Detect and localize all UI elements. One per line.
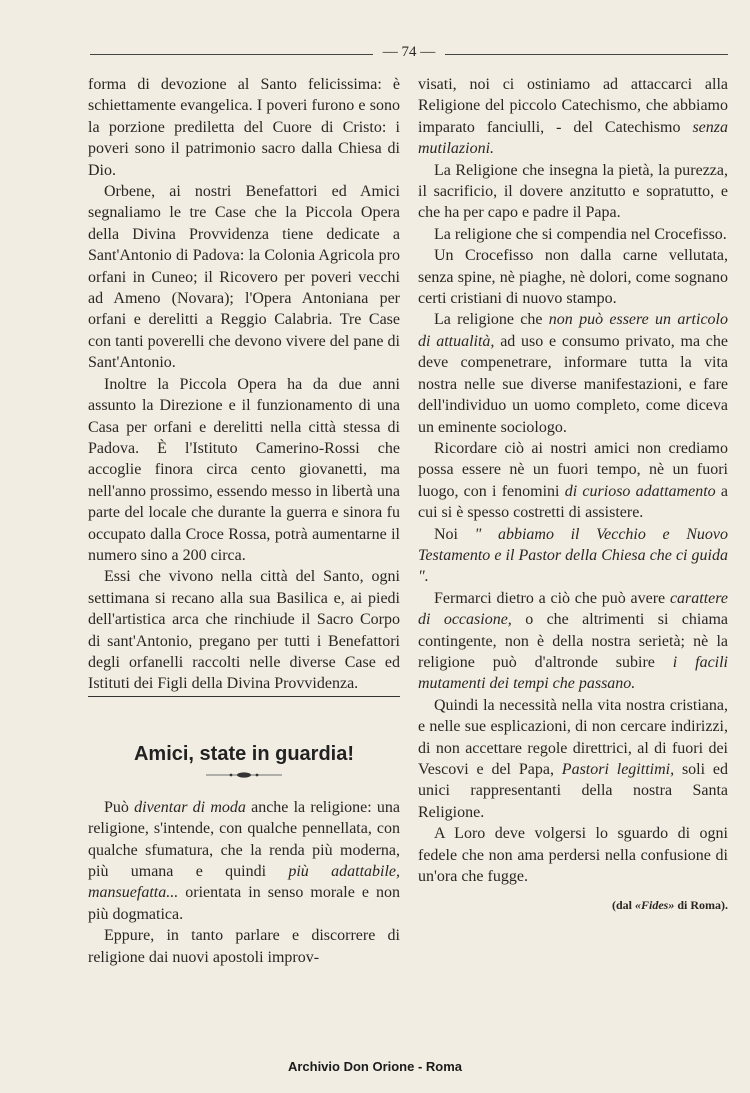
left-column bbox=[88, 74, 400, 968]
paragraph-underlined: Essi che vivono nella città del Santo, ogni settimana si recano alla sua Basilica e, ai piedi dell'artistica arca che rinchiude il Sacro Corpo di sant'Antonio, pregano per tutti i Benefattori degli orfanelli raccolti nelle diverse Case ed Istituti dei Figli della Divina Provvidenza. bbox=[88, 566, 400, 696]
paragraph: Un Crocefisso non dalla carne vellutata, senza spine, nè piaghe, nè dolori, come sognano certi cristiani di nuovo stampo. bbox=[418, 247, 728, 308]
paragraph: La religione che non può essere un articolo di attualità, ad uso e consumo privato, ma che deve compenetrare, informare tutta la vita nostra nelle sue diverse manifestazioni, e fare dell'individuo un uomo completo, come diceva un eminente sociologo. bbox=[418, 311, 729, 436]
paragraph: Orbene, ai nostri Benefattori ed Amici segnaliamo le tre Case che la Piccola Opera della Divina Provvidenza tiene dedicate a Sant'Antonio di Padova: la Colonia Agricola pro orfani in Cuneo; il Ricovero per poveri vecchi ad Ameno (Novara); l'Opera Antoniana per orfani e derelitti a Reggio Calabria. Tre Case con tanti poverelli che devono vivere del pane di Sant'Antonio. bbox=[88, 183, 400, 372]
source-citation: (dal «Fides» di Roma). bbox=[611, 898, 728, 913]
paragraph: Fermarci dietro a ciò che può avere carattere di occasione, o che altrimenti si chiama contingente, non è della nostra serietà; nè la religione può d'altronde subire i facili mutamenti dei tempi che passano. bbox=[418, 589, 729, 693]
paragraph: Ricordare ciò ai nostri amici non crediamo possa essere nè un fuori tempo, nè un fuori luogo, con i fenomini di curioso adattamento a cui si è spesso costretti di assistere. bbox=[418, 439, 728, 522]
paragraph: Quindi la necessità nella vita nostra cristiana, e nelle sue esplicazioni, di non cercare indirizzi, di non accettare regole direttrici, al di fuori dei Vescovi e del Papa, Pastori legittimi, soli ed unici rappresentanti della nostra Santa Religione. bbox=[418, 696, 729, 821]
paragraph: Inoltre la Piccola Opera ha da due anni assunto la Direzione e il funzionamento di una Casa per orfani e derelitti nella città stessa di Padova. È l'Istituto Camerino-Rossi che accoglie finora circa cento giovanetti, ma nell'anno prossimo, essendo messo in libertà una parte del locale che durante la guerra e sinora fu occupato dalla Croce Rossa, potrà aumentarne il numero sino a 200 circa. bbox=[88, 375, 400, 564]
paragraph: Noi " abbiamo il Vecchio e Nuovo Testamento e il Pastor della Chiesa che ci guida ". bbox=[418, 525, 729, 586]
right-column bbox=[418, 74, 728, 917]
paragraph: forma di devozione al Santo felicissima: è schiettamente evangelica. I poveri furono e sono la porzione prediletta del Cuore di Cristo: i poveri sono il patrimonio sacro dalla Chiesa di Dio. bbox=[88, 76, 400, 179]
page-number: — 74 — bbox=[373, 44, 446, 60]
title-ornament-icon bbox=[204, 771, 284, 779]
paragraph: La religione che si compendia nel Crocefisso. bbox=[434, 225, 727, 243]
paragraph: A Loro deve volgersi lo sguardo di ogni fedele che non ama perdersi nella confusione di un'ora che fugge. bbox=[418, 825, 728, 886]
paragraph: visati, noi ci ostiniamo ad attaccarci alla Religione del piccolo Catechismo, che abbiamo imparato fanciulli, - del Catechismo senza mutilazioni. bbox=[418, 76, 728, 158]
paragraph: La Religione che insegna la pietà, la purezza, il sacrificio, il dovere anzitutto e sopratutto, e che ha per capo e padre il Papa. bbox=[418, 161, 728, 222]
paragraph: Può diventar di moda anche la religione: una religione, s'intende, con qualche pennellata, con qualche sfumatura, che la renda più moderna, più umana e quindi più adattabile, mansuefatta... orientata in senso morale e non più dogmatica. bbox=[88, 798, 401, 923]
page-header bbox=[90, 40, 728, 64]
paragraph: Eppure, in tanto parlare e discorrere di religione dai nuovi apostoli improv- bbox=[88, 927, 400, 966]
article-title: Amici, state in guardia! bbox=[133, 742, 355, 765]
archive-footer: Archivio Don Orione - Roma bbox=[287, 1059, 463, 1074]
